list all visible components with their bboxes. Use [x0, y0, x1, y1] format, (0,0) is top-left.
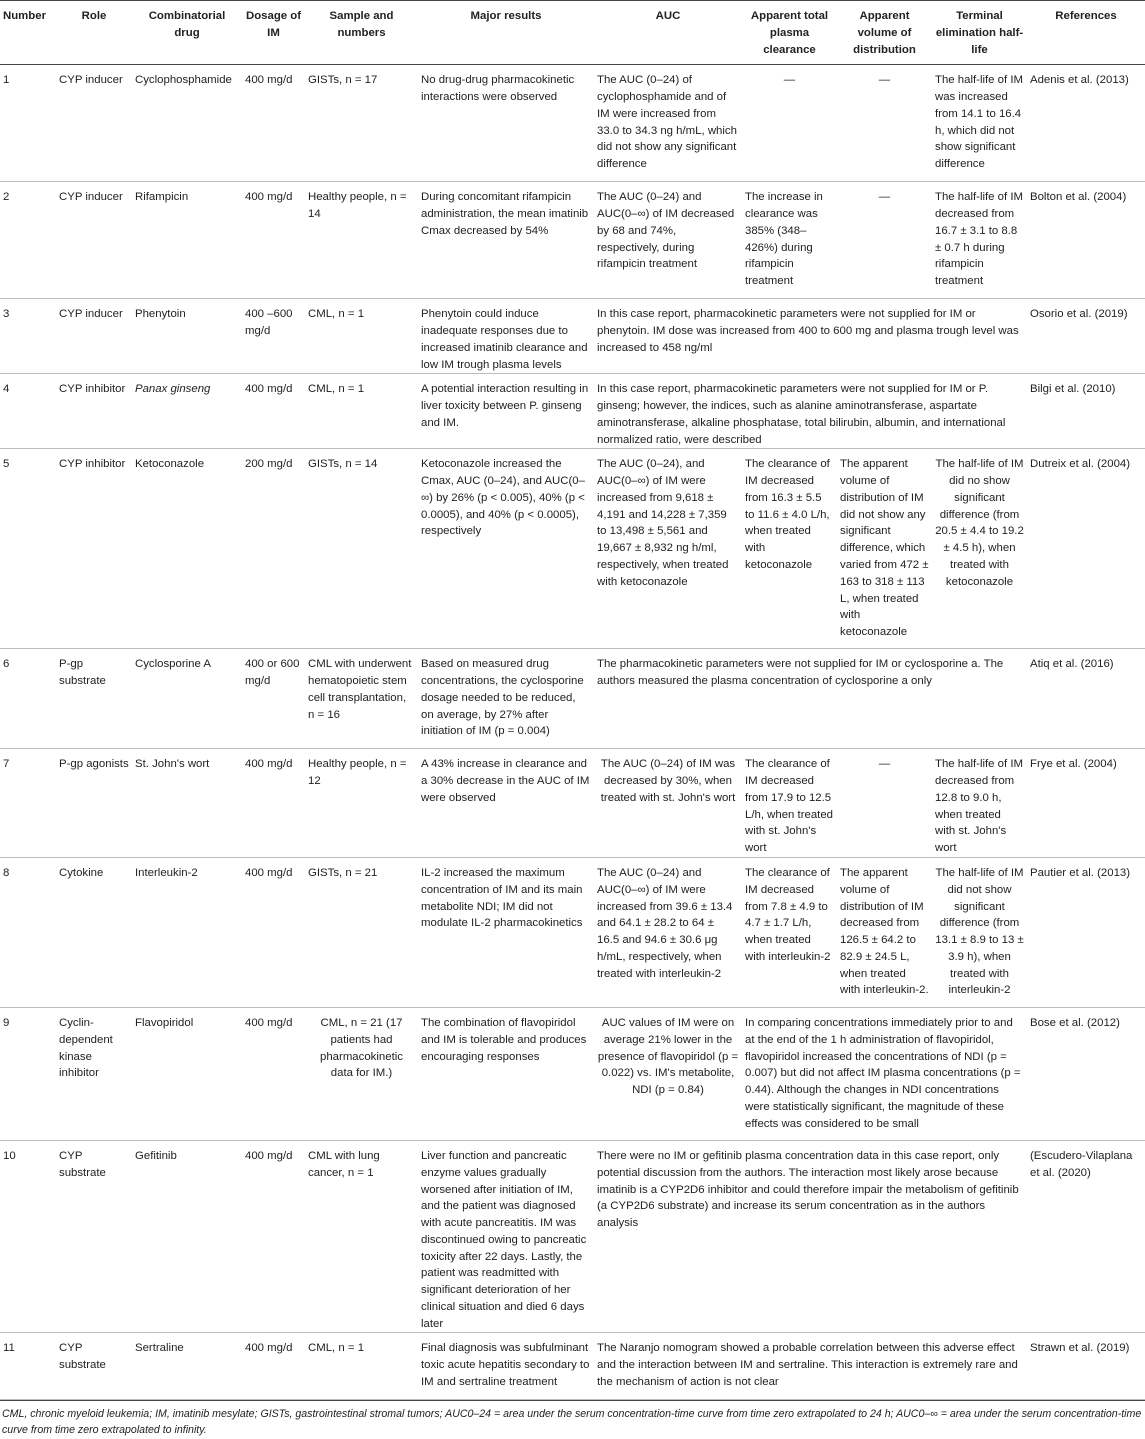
cell-halflife: The half-life of IM decreased from 16.7 ± 3.1 to 8.8 ± 0.7 h during rifampicin treatment: [932, 182, 1027, 299]
cell-drug: Interleukin-2: [132, 858, 242, 1008]
header-row: [0, 1, 1145, 65]
cell-number: 3: [0, 299, 56, 374]
cell-role: P-gp substrate: [56, 649, 132, 749]
header-clearance: Apparent total plasma clearance: [742, 1, 837, 65]
cell-sample: CML, n = 1: [305, 1333, 418, 1400]
cell-results: Based on measured drug concentrations, the cyclosporine dosage needed to be reduced, on average, by 27% after initiation of IM (p = 0.004): [418, 649, 594, 749]
cell-role: P-gp agonists: [56, 749, 132, 858]
cell-drug: Flavopiridol: [132, 1008, 242, 1141]
cell-pk-summary: The pharmacokinetic parameters were not supplied for IM or cyclosporine a. The authors measured the plasma concentration of cyclosporine a only: [594, 649, 1027, 749]
cell-clearance: The clearance of IM decreased from 17.9 to 12.5 L/h, when treated with st. John's wort: [742, 749, 837, 858]
cell-dosage: 400 mg/d: [242, 749, 305, 858]
header-results: Major results: [418, 1, 594, 65]
cell-number: 10: [0, 1141, 56, 1333]
cell-role: CYP substrate: [56, 1333, 132, 1400]
cell-refs: Adenis et al. (2013): [1027, 65, 1145, 182]
cell-auc: The AUC (0–24) and AUC(0–∞) of IM were increased from 39.6 ± 13.4 and 64.1 ± 28.2 to 64 ± 16.5 and 94.6 ± 30.6 μg h/mL, respectively, when treated with interleukin-2: [594, 858, 742, 1008]
cell-dosage: 400 mg/d: [242, 1141, 305, 1333]
cell-dosage: 400 mg/d: [242, 1008, 305, 1141]
cell-drug: Cyclophosphamide: [132, 65, 242, 182]
header-halflife: Terminal elimination half-life: [932, 1, 1027, 65]
cell-results: Liver function and pancreatic enzyme values gradually worsened after initiation of IM, and the patient was diagnosed with acute pancreatitis. IM was discontinued owing to pancreatic toxicity after 22 days. Lastly, the patient was readmitted with significant deterioration of her clinical situation and died 6 days later: [418, 1141, 594, 1333]
cell-dosage: 400 or 600 mg/d: [242, 649, 305, 749]
table-row: [0, 858, 1145, 1008]
cell-dosage: 400 mg/d: [242, 858, 305, 1008]
cell-number: 7: [0, 749, 56, 858]
cell-refs: Dutreix et al. (2004): [1027, 449, 1145, 649]
cell-auc: AUC values of IM were on average 21% lower in the presence of flavopiridol (p = 0.022) vs. IM's metabolite, NDI (p = 0.84): [594, 1008, 742, 1141]
cell-drug: St. John's wort: [132, 749, 242, 858]
table-row: [0, 374, 1145, 449]
cell-drug: Gefitinib: [132, 1141, 242, 1333]
cell-volume: The apparent volume of distribution of IM did not show any significant difference, which varied from 472 ± 163 to 318 ± 113 L, when treated with ketoconazole: [837, 449, 932, 649]
table-footnote: CML, chronic myeloid leukemia; IM, imatinib mesylate; GISTs, gastrointestinal stromal tumors; AUC0–24 = area under the serum concentration-time curve from time zero extrapolated to 24 h; AUC0–∞ = area under the serum concentration-time curve from time zero extrapolated to infinity.: [0, 1400, 1145, 1439]
cell-dosage: 200 mg/d: [242, 449, 305, 649]
cell-pk-summary: There were no IM or gefitinib plasma concentration data in this case report, only potential discussion from the authors. The interaction most likely arose because imatinib is a CYP2D6 inhibitor and could therefore impair the metabolism of gefitinib (a CYP2D6 substrate) and increase its serum concentration as in the authors analysis: [594, 1141, 1027, 1333]
cell-results: The combination of flavopiridol and IM is tolerable and produces encouraging responses: [418, 1008, 594, 1141]
cell-results: A 43% increase in clearance and a 30% decrease in the AUC of IM were observed: [418, 749, 594, 858]
cell-sample: GISTs, n = 14: [305, 449, 418, 649]
cell-results: During concomitant rifampicin administration, the mean imatinib Cmax decreased by 54%: [418, 182, 594, 299]
cell-dosage: 400 mg/d: [242, 1333, 305, 1400]
cell-volume: —: [837, 182, 932, 299]
cell-refs: Bose et al. (2012): [1027, 1008, 1145, 1141]
cell-role: CYP inducer: [56, 299, 132, 374]
cell-sample: Healthy people, n = 12: [305, 749, 418, 858]
cell-auc: The AUC (0–24), and AUC(0–∞) of IM were increased from 9,618 ± 4,191 and 14,228 ± 7,359 to 13,498 ± 5,561 and 19,667 ± 8,932 ng h/ml, respectively, when treated with ketoconazole: [594, 449, 742, 649]
header-sample: Sample and numbers: [305, 1, 418, 65]
cell-sample: CML with lung cancer, n = 1: [305, 1141, 418, 1333]
cell-sample: CML with underwent hematopoietic stem cell transplantation, n = 16: [305, 649, 418, 749]
cell-drug: Panax ginseng: [132, 374, 242, 449]
header-number: Number: [0, 1, 56, 65]
cell-role: CYP inducer: [56, 182, 132, 299]
cell-sample: GISTs, n = 17: [305, 65, 418, 182]
cell-number: 2: [0, 182, 56, 299]
header-refs: References: [1027, 1, 1145, 65]
cell-sample: Healthy people, n = 14: [305, 182, 418, 299]
cell-drug: Sertraline: [132, 1333, 242, 1400]
cell-drug: Phenytoin: [132, 299, 242, 374]
header-auc: AUC: [594, 1, 742, 65]
cell-role: CYP substrate: [56, 1141, 132, 1333]
cell-refs: Bolton et al. (2004): [1027, 182, 1145, 299]
table-row: [0, 1333, 1145, 1400]
header-drug: Combinatorial drug: [132, 1, 242, 65]
cell-auc: The AUC (0–24) and AUC(0–∞) of IM decreased by 68 and 74%, respectively, during rifampicin treatment: [594, 182, 742, 299]
cell-number: 8: [0, 858, 56, 1008]
header-volume: Apparent volume of distribution: [837, 1, 932, 65]
cell-drug: Ketoconazole: [132, 449, 242, 649]
table-row: [0, 749, 1145, 858]
cell-results: A potential interaction resulting in liver toxicity between P. ginseng and IM.: [418, 374, 594, 449]
cell-number: 9: [0, 1008, 56, 1141]
table-row: [0, 1008, 1145, 1141]
cell-results: Phenytoin could induce inadequate responses due to increased imatinib clearance and low IM trough plasma levels: [418, 299, 594, 374]
table-row: [0, 65, 1145, 182]
table-row: [0, 299, 1145, 374]
cell-dosage: 400 mg/d: [242, 65, 305, 182]
table-row: [0, 649, 1145, 749]
header-dosage: Dosage of IM: [242, 1, 305, 65]
cell-pk-summary: In this case report, pharmacokinetic parameters were not supplied for IM or phenytoin. IM dose was increased from 400 to 600 mg and plasma trough level was increased to 458 ng/ml: [594, 299, 1027, 374]
cell-auc: The AUC (0–24) of IM was decreased by 30%, when treated with st. John's wort: [594, 749, 742, 858]
cell-sample: CML, n = 21 (17 patients had pharmacokinetic data for IM.): [305, 1008, 418, 1141]
cell-dosage: 400 –600 mg/d: [242, 299, 305, 374]
cell-role: CYP inhibitor: [56, 449, 132, 649]
cell-number: 6: [0, 649, 56, 749]
cell-sample: CML, n = 1: [305, 299, 418, 374]
cell-results: Final diagnosis was subfulminant toxic acute hepatitis secondary to IM and sertraline treatment: [418, 1333, 594, 1400]
cell-refs: Strawn et al. (2019): [1027, 1333, 1145, 1400]
cell-volume: —: [837, 65, 932, 182]
table-row: [0, 449, 1145, 649]
cell-results: IL-2 increased the maximum concentration of IM and its main metabolite NDI; IM did not modulate IL-2 pharmacokinetics: [418, 858, 594, 1008]
cell-refs: Atiq et al. (2016): [1027, 649, 1145, 749]
table-row: [0, 182, 1145, 299]
cell-pk-summary: The Naranjo nomogram showed a probable correlation between this adverse effect and the interaction between IM and sertraline. This interaction is extremely rare and the mechanism of action is not clear: [594, 1333, 1027, 1400]
cell-refs: Bilgi et al. (2010): [1027, 374, 1145, 449]
cell-halflife: The half-life of IM was increased from 14.1 to 16.4 h, which did not show significant difference: [932, 65, 1027, 182]
cell-sample: GISTs, n = 21: [305, 858, 418, 1008]
cell-halflife: The half-life of IM did no show significant difference (from 20.5 ± 4.4 to 19.2 ± 4.5 h), when treated with ketoconazole: [932, 449, 1027, 649]
cell-clearance: —: [742, 65, 837, 182]
cell-pk-summary: In this case report, pharmacokinetic parameters were not supplied for IM or P. ginseng; however, the indices, such as alanine aminotransferase, aspartate aminotransferase, alkaline phosphatase, total bilirubin, albumin, and international normalized ratio, were described: [594, 374, 1027, 449]
cell-pk-summary: In comparing concentrations immediately prior to and at the end of the 1 h administration of flavopiridol, flavopiridol increased the concentrations of NDI (p = 0.007) but did not affect IM plasma concentrations (p = 0.44). Although the changes in NDI concentrations were statistically significant, the magnitude of these effects was considered to be small: [742, 1008, 1027, 1141]
cell-number: 5: [0, 449, 56, 649]
cell-number: 11: [0, 1333, 56, 1400]
cell-clearance: The clearance of IM decreased from 7.8 ± 4.9 to 4.7 ± 1.7 L/h, when treated with interleukin-2: [742, 858, 837, 1008]
cell-role: CYP inhibitor: [56, 374, 132, 449]
cell-halflife: The half-life of IM did not show significant difference (from 13.1 ± 8.9 to 13 ± 3.9 h), when treated with interleukin-2: [932, 858, 1027, 1008]
cell-sample: CML, n = 1: [305, 374, 418, 449]
cell-role: Cyclin-dependent kinase inhibitor: [56, 1008, 132, 1141]
cell-clearance: The increase in clearance was 385% (348–426%) during rifampicin treatment: [742, 182, 837, 299]
cell-dosage: 400 mg/d: [242, 374, 305, 449]
header-role: Role: [56, 1, 132, 65]
cell-number: 4: [0, 374, 56, 449]
cell-refs: Pautier et al. (2013): [1027, 858, 1145, 1008]
cell-refs: (Escudero-Vilaplana et al. (2020): [1027, 1141, 1145, 1333]
cell-volume: The apparent volume of distribution of IM decreased from 126.5 ± 64.2 to 82.9 ± 24.5 L, when treated with interleukin-2.: [837, 858, 932, 1008]
cell-clearance: The clearance of IM decreased from 16.3 ± 5.5 to 11.6 ± 4.0 L/h, when treated with ketoconazole: [742, 449, 837, 649]
cell-refs: Frye et al. (2004): [1027, 749, 1145, 858]
cell-auc: The AUC (0–24) of cyclophosphamide and of IM were increased from 33.0 to 34.3 ng h/mL, which did not show any significant difference: [594, 65, 742, 182]
cell-drug: Rifampicin: [132, 182, 242, 299]
cell-role: Cytokine: [56, 858, 132, 1008]
cell-dosage: 400 mg/d: [242, 182, 305, 299]
cell-role: CYP inducer: [56, 65, 132, 182]
cell-results: Ketoconazole increased the Cmax, AUC (0–24), and AUC(0–∞) by 26% (p < 0.005), 40% (p < 0.0005), and 40% (p < 0.0005), respectively: [418, 449, 594, 649]
cell-number: 1: [0, 65, 56, 182]
cell-drug: Cyclosporine A: [132, 649, 242, 749]
cell-results: No drug-drug pharmacokinetic interactions were observed: [418, 65, 594, 182]
table-row: [0, 1141, 1145, 1333]
cell-halflife: The half-life of IM decreased from 12.8 to 9.0 h, when treated with st. John's wort: [932, 749, 1027, 858]
cell-volume: —: [837, 749, 932, 858]
cell-refs: Osorio et al. (2019): [1027, 299, 1145, 374]
